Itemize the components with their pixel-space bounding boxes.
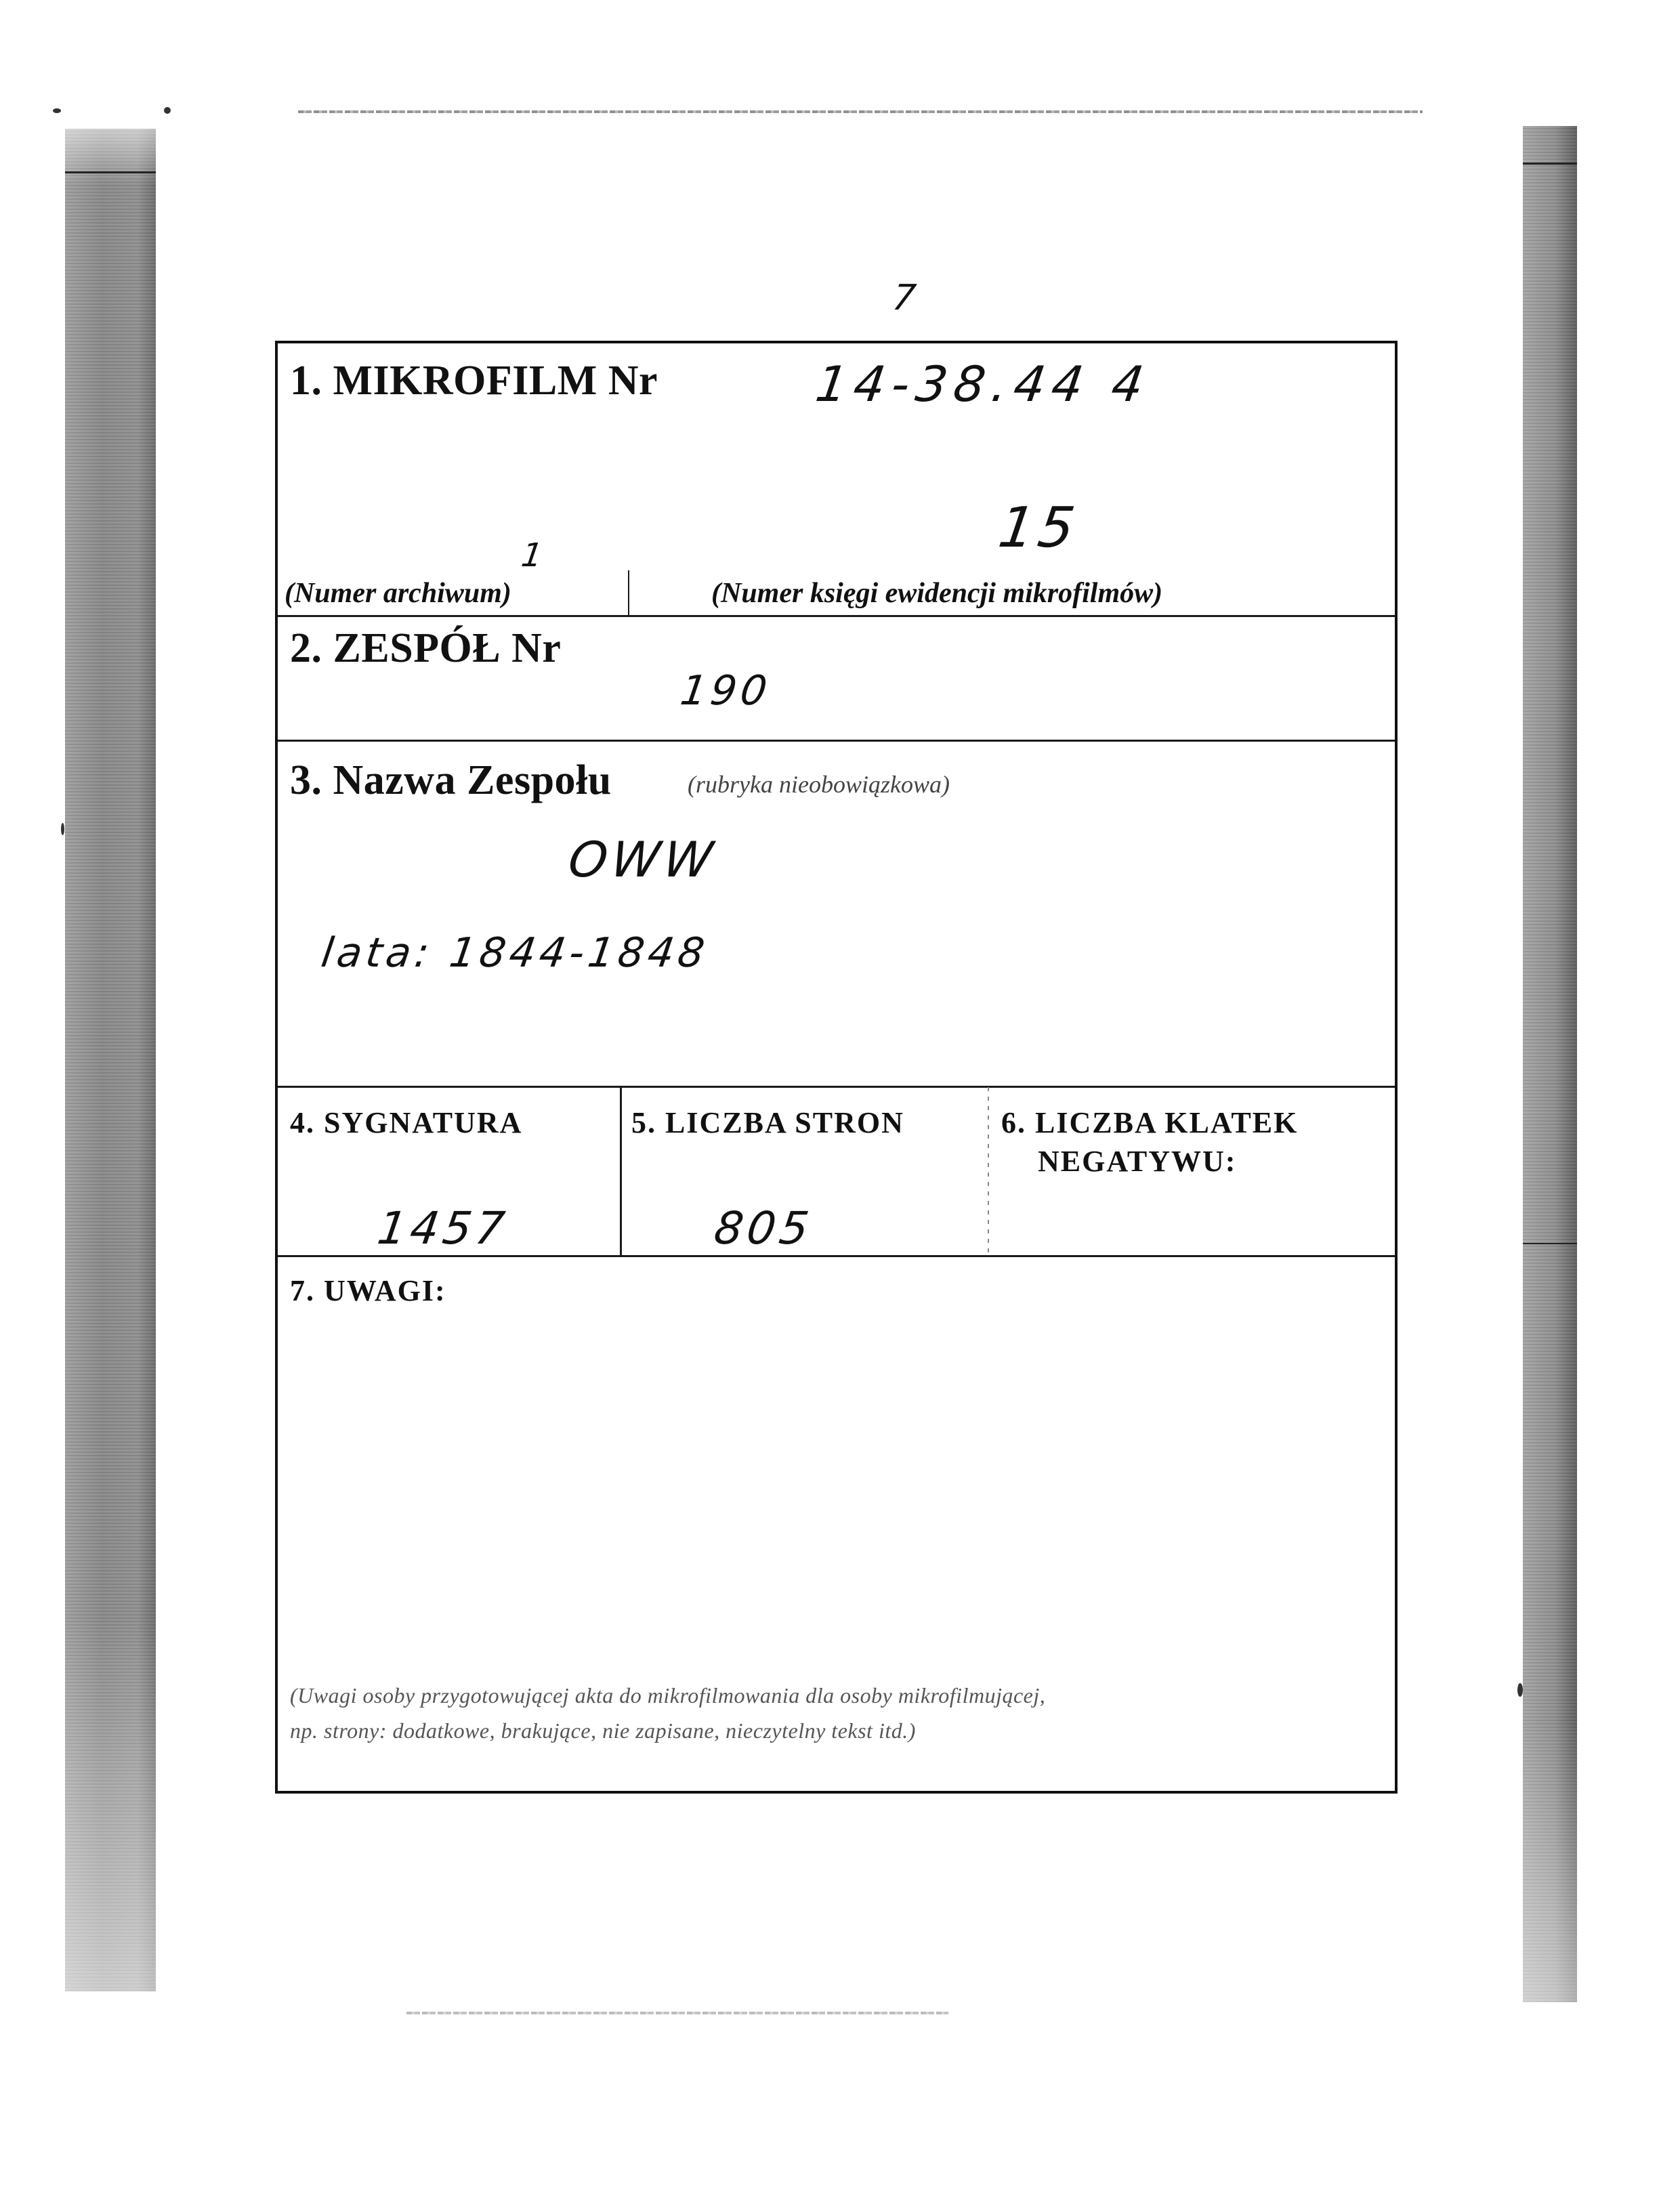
archive-number: 1 bbox=[519, 536, 549, 574]
strip-mark bbox=[1523, 163, 1577, 165]
bottom-scan-edge bbox=[406, 2012, 948, 2014]
register-number: 15 bbox=[994, 496, 1083, 560]
mikrofilm-label: 1. MIKROFILM Nr bbox=[290, 358, 658, 404]
sygnatura-label: 4. SYGNATURA bbox=[290, 1106, 523, 1139]
nazwa-zespolu-label: 3. Nazwa Zespołu bbox=[290, 757, 612, 803]
speck bbox=[53, 108, 61, 113]
strip-mark bbox=[1523, 1243, 1577, 1244]
archive-separator bbox=[628, 570, 629, 616]
column-divider bbox=[988, 1087, 989, 1255]
row-divider bbox=[278, 1255, 1395, 1257]
uwagi-note-line2: np. strony: dodatkowe, brakujące, nie zapisane, nieczytelny tekst itd.) bbox=[290, 1718, 916, 1743]
row-divider bbox=[278, 615, 1395, 617]
top-handwritten-mark: 7 bbox=[889, 278, 923, 318]
top-scan-edge bbox=[298, 110, 1423, 113]
right-film-strip bbox=[1523, 126, 1577, 2002]
uwagi-note-line1: (Uwagi osoby przygotowującej akta do mikrofilmowania dla osoby mikrofilmującej, bbox=[290, 1683, 1046, 1708]
microfilm-form bbox=[275, 341, 1398, 1794]
strip-mark bbox=[65, 171, 156, 173]
liczba-stron-value: 805 bbox=[711, 1202, 816, 1254]
uwagi-label: 7. UWAGI: bbox=[290, 1274, 446, 1307]
archive-number-label: (Numer archiwum) bbox=[285, 578, 511, 609]
negatywu-label: NEGATYWU: bbox=[1038, 1145, 1237, 1178]
speck bbox=[1517, 1683, 1523, 1697]
sygnatura-value: 1457 bbox=[374, 1202, 512, 1254]
speck bbox=[164, 107, 171, 114]
mikrofilm-number: 14-38.44 4 bbox=[812, 356, 1154, 412]
zespol-label: 2. ZESPÓŁ Nr bbox=[290, 625, 562, 671]
liczba-stron-label: 5. LICZBA STRON bbox=[631, 1106, 904, 1139]
zespol-number: 190 bbox=[677, 667, 774, 715]
row-divider bbox=[278, 740, 1395, 742]
years-value: lata: 1844-1848 bbox=[318, 929, 711, 977]
row-divider bbox=[278, 1086, 1395, 1088]
column-divider bbox=[620, 1087, 622, 1255]
speck bbox=[61, 823, 64, 835]
nazwa-zespolu-value: OWW bbox=[565, 831, 720, 888]
register-number-label: (Numer księgi ewidencji mikrofilmów) bbox=[711, 578, 1163, 609]
left-film-strip bbox=[65, 129, 156, 1991]
liczba-klatek-label: 6. LICZBA KLATEK bbox=[1001, 1106, 1299, 1139]
nazwa-zespolu-note: (rubryka nieobowiązkowa) bbox=[688, 771, 950, 798]
